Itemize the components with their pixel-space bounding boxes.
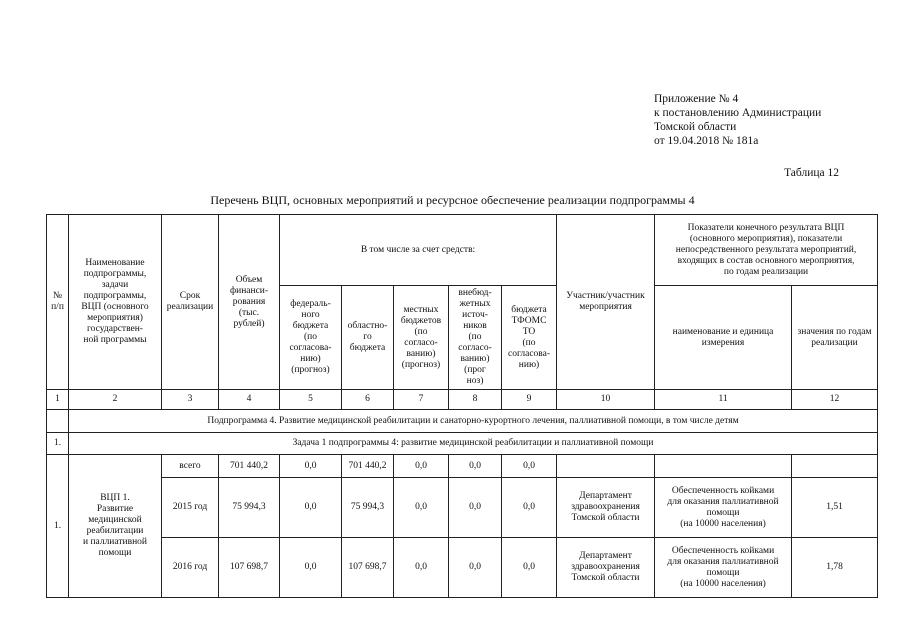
local-cell: 0,0 — [394, 478, 449, 538]
header-row-1 — [47, 215, 878, 286]
tfoms-cell: 0,0 — [502, 538, 557, 598]
participant-cell: Департамент здравоохранения Томской области — [557, 538, 655, 598]
column-number: 1 — [47, 390, 69, 410]
total-cell: 107 698,7 — [219, 538, 280, 598]
budget-table — [46, 214, 878, 598]
table-row — [47, 478, 878, 538]
subprogram-row — [47, 410, 878, 433]
header-col-federal: федераль- ного бюджета (по согласова- нию) (прогноз) — [280, 286, 342, 390]
column-numbers-row — [47, 390, 878, 410]
header-col-indicator-values: значения по годам реализации — [792, 286, 878, 390]
header-col-num: № п/п — [47, 215, 69, 390]
extrabudget-cell: 0,0 — [449, 455, 502, 478]
subprogram-num-cell — [47, 410, 69, 433]
header-col-indicator-name: наименование и единица измерения — [655, 286, 792, 390]
vcp-num: 1. — [47, 455, 69, 598]
column-number: 3 — [162, 390, 219, 410]
appendix-line-2: к постановлению Администрации — [654, 107, 822, 119]
total-cell: 75 994,3 — [219, 478, 280, 538]
column-number: 4 — [219, 390, 280, 410]
header-indicators-group: Показатели конечного результата ВЦП (основного мероприятия), показатели непосредственного результата мероприятий, входящих в состав основного мероприятия, по годам реализации — [655, 215, 878, 286]
regional-cell: 701 440,2 — [342, 455, 394, 478]
header-col-total: Объем финанси- рования (тыс. рублей) — [219, 215, 280, 390]
period-cell: всего — [162, 455, 219, 478]
table-row — [47, 455, 878, 478]
regional-cell: 107 698,7 — [342, 538, 394, 598]
column-number: 6 — [342, 390, 394, 410]
participant-cell — [557, 455, 655, 478]
local-cell: 0,0 — [394, 538, 449, 598]
table-label: Таблица 12 — [784, 167, 839, 179]
federal-cell: 0,0 — [280, 455, 342, 478]
header-col-local: местных бюджетов (по согласо- ванию) (прогноз) — [394, 286, 449, 390]
extrabudget-cell: 0,0 — [449, 538, 502, 598]
federal-cell: 0,0 — [280, 478, 342, 538]
subprogram-title: Подпрограмма 4. Развитие медицинской реабилитации и санаторно-курортного лечения, паллиативной помощи, в том числе детям — [69, 410, 878, 433]
column-number: 7 — [394, 390, 449, 410]
total-cell: 701 440,2 — [219, 455, 280, 478]
table-row — [47, 538, 878, 598]
tfoms-cell: 0,0 — [502, 478, 557, 538]
appendix-line-1: Приложение № 4 — [654, 93, 739, 105]
value-cell — [792, 455, 878, 478]
regional-cell: 75 994,3 — [342, 478, 394, 538]
appendix-block — [654, 92, 821, 148]
column-number: 11 — [655, 390, 792, 410]
value-cell: 1,78 — [792, 538, 878, 598]
period-cell: 2016 год — [162, 538, 219, 598]
extrabudget-cell: 0,0 — [449, 478, 502, 538]
vcp-name: ВЦП 1. Развитие медицинской реабилитации и паллиативной помощи — [69, 455, 162, 598]
indicator-cell: Обеспеченность койками для оказания паллиативной помощи (на 10000 населения) — [655, 538, 792, 598]
period-cell: 2015 год — [162, 478, 219, 538]
column-number: 5 — [280, 390, 342, 410]
column-number: 8 — [449, 390, 502, 410]
federal-cell: 0,0 — [280, 538, 342, 598]
header-col-period: Срок реализации — [162, 215, 219, 390]
local-cell: 0,0 — [394, 455, 449, 478]
column-number: 10 — [557, 390, 655, 410]
indicator-cell: Обеспеченность койками для оказания паллиативной помощи (на 10000 населения) — [655, 478, 792, 538]
appendix-line-4: от 19.04.2018 № 181а — [654, 135, 759, 147]
header-col-participant: Участник/участник мероприятия — [557, 215, 655, 390]
header-col-extrabudget: внебюд- жетных источ- ников (по согласо- ванию) (прог ноз) — [449, 286, 502, 390]
header-col-regional: областно- го бюджета — [342, 286, 394, 390]
task-row — [47, 433, 878, 455]
header-sources-group: В том числе за счет средств: — [280, 215, 557, 286]
appendix-line-3: Томской области — [654, 121, 737, 133]
value-cell: 1,51 — [792, 478, 878, 538]
header-col-tfoms: бюджета ТФОМС ТО (по согласова- нию) — [502, 286, 557, 390]
column-number: 2 — [69, 390, 162, 410]
document-title: Перечень ВЦП, основных мероприятий и ресурсное обеспечение реализации подпрограммы 4 — [210, 193, 695, 207]
participant-cell: Департамент здравоохранения Томской области — [557, 478, 655, 538]
task-num: 1. — [47, 433, 69, 455]
tfoms-cell: 0,0 — [502, 455, 557, 478]
column-number: 9 — [502, 390, 557, 410]
indicator-cell — [655, 455, 792, 478]
header-col-name: Наименование подпрограммы, задачи подпрограммы, ВЦП (основного мероприятия) государствен- ной программы — [69, 215, 162, 390]
task-title: Задача 1 подпрограммы 4: развитие медицинской реабилитации и паллиативной помощи — [69, 433, 878, 455]
column-number: 12 — [792, 390, 878, 410]
